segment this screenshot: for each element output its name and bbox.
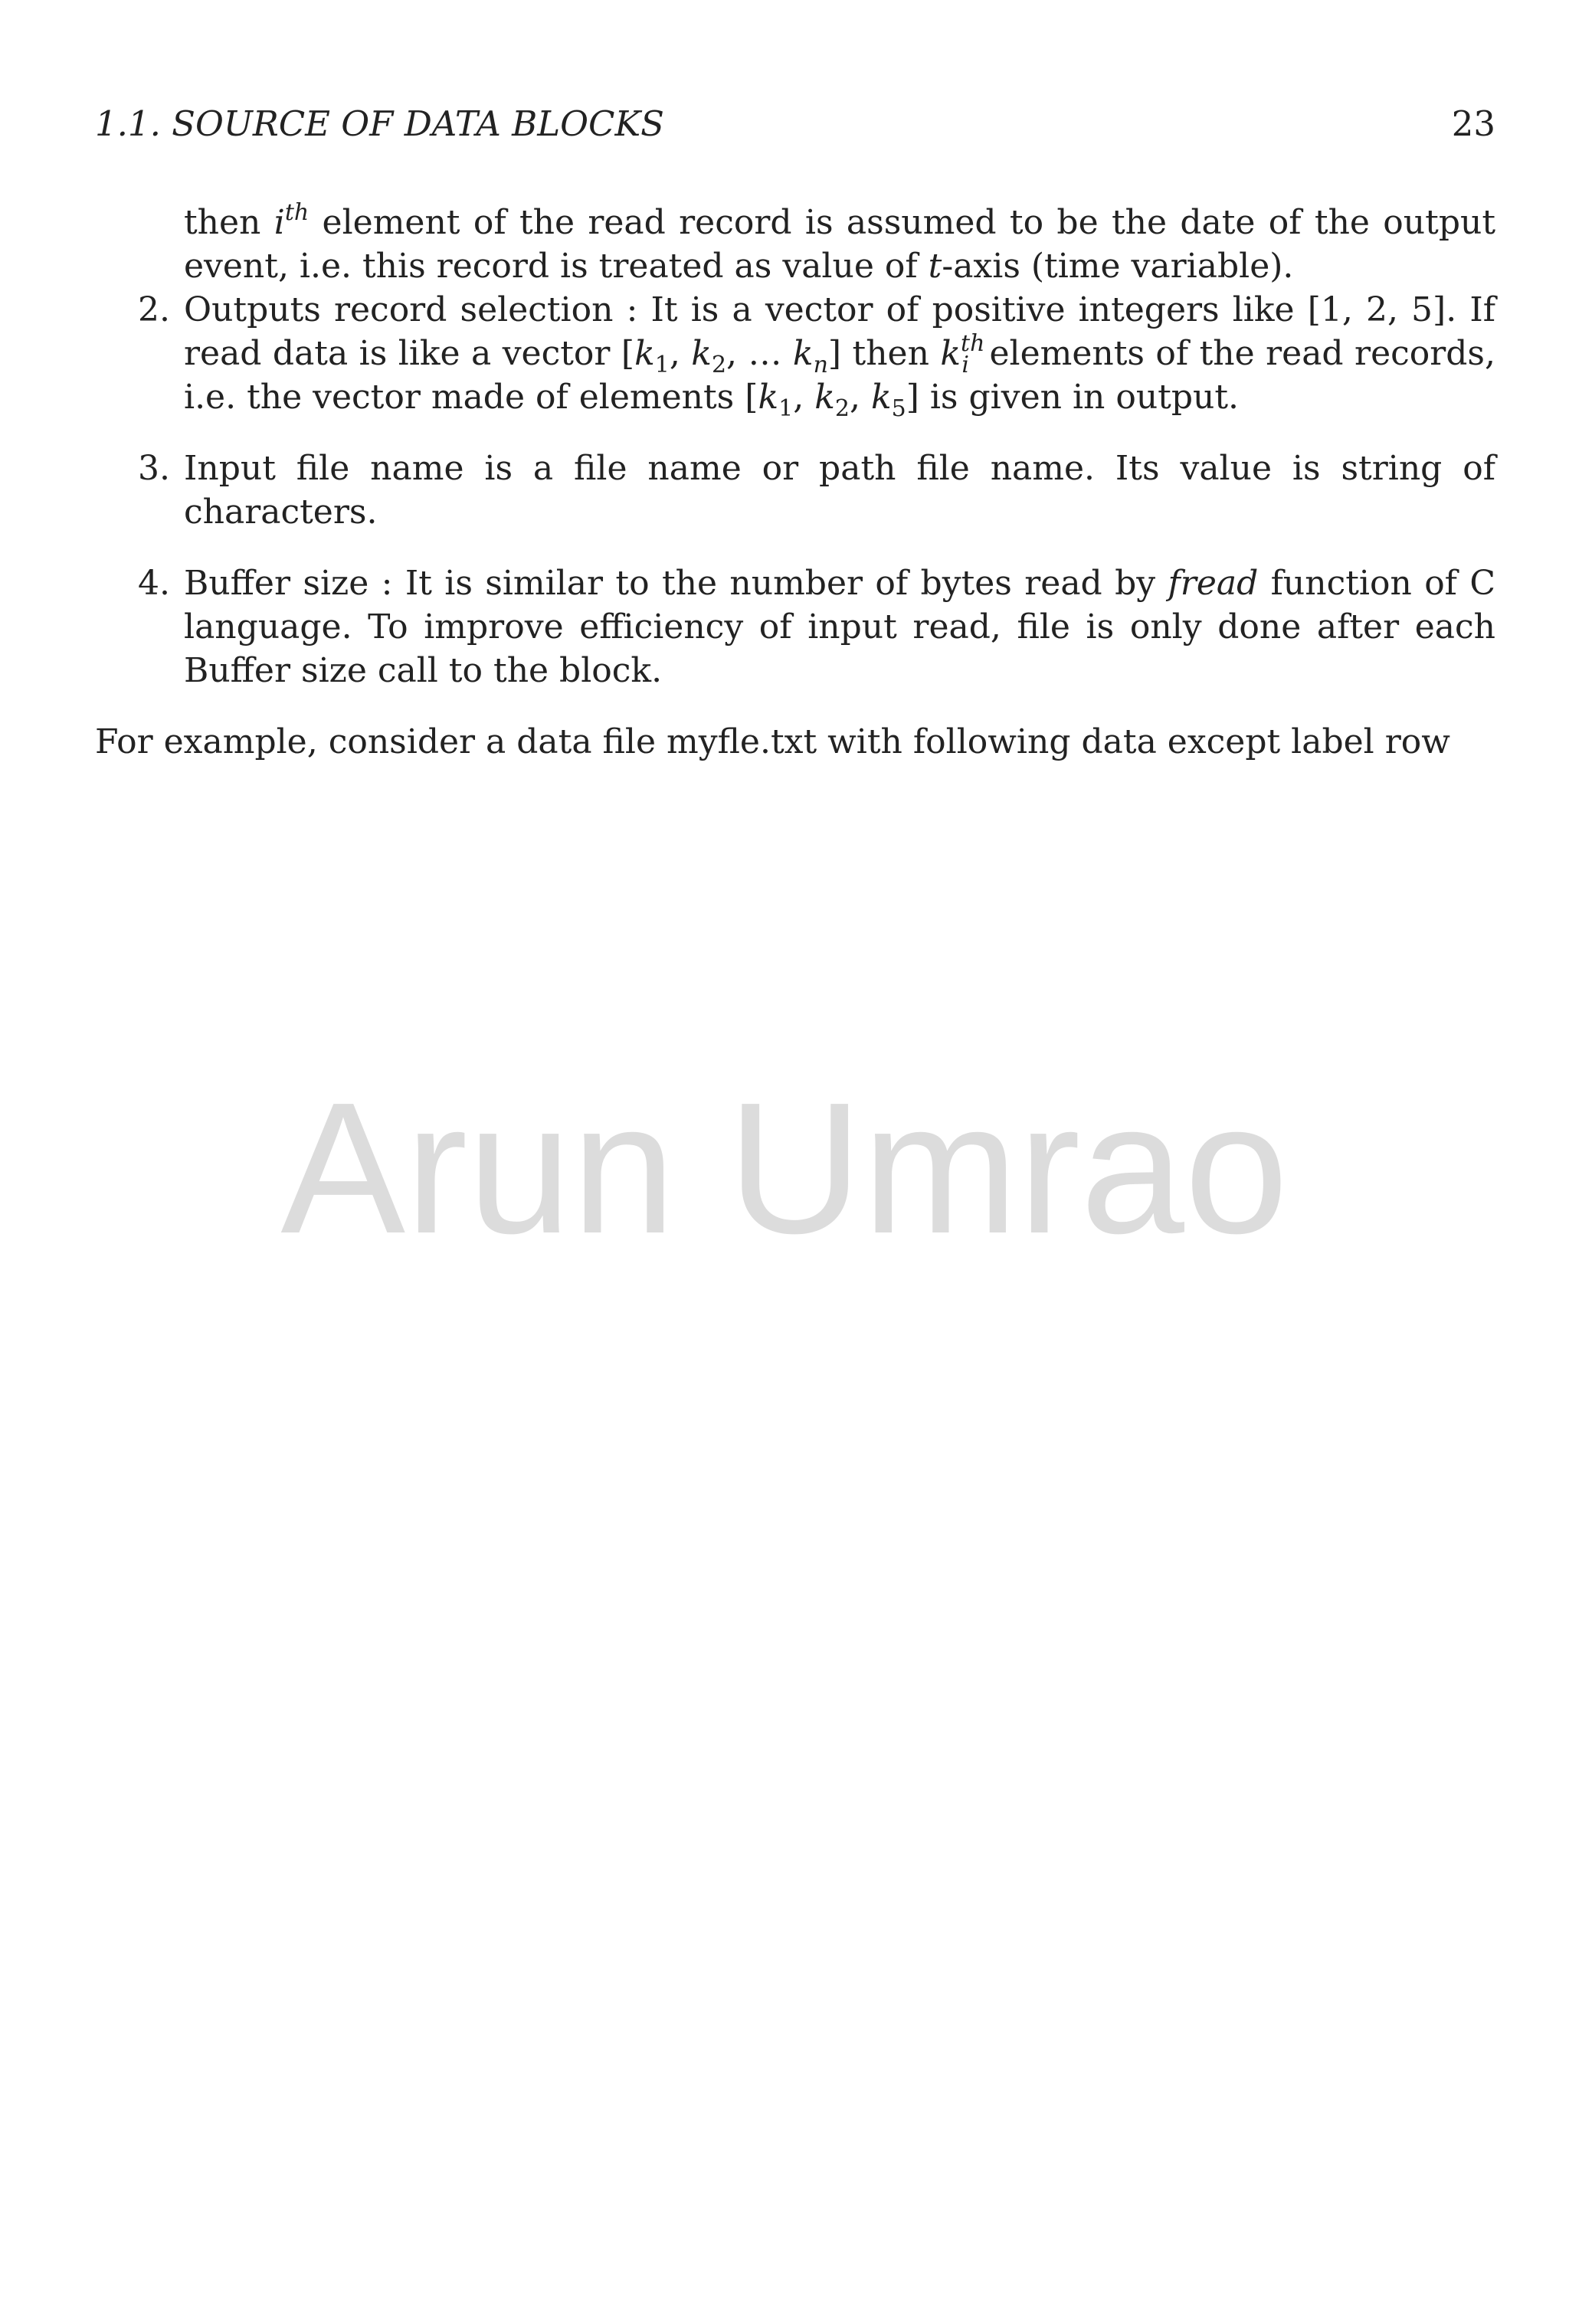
math-bracket: [ [745,378,758,417]
math-superscript-th: th [284,199,310,226]
math-k: k [792,334,814,373]
math-k: k [691,334,712,373]
math-bracket: ] [827,334,842,373]
body-text [95,201,1495,764]
emphasis-fread: fread [1168,564,1259,603]
math-i: i [274,203,285,242]
math-bracket: [ [621,334,635,373]
continuation-paragraph [95,201,1495,288]
page-header [95,101,1495,147]
text-span: then [184,203,274,242]
math-ellipsis: … [748,334,793,373]
list-item-text [184,561,1495,692]
math-subscript: 2 [711,352,727,378]
list-item-4 [95,561,1495,692]
watermark: Arun Umrao [280,1063,1289,1272]
text-span: then [841,334,941,373]
running-head: 1.1. SOURCE OF DATA BLOCKS [95,103,664,144]
text-span: is given in output. [919,378,1240,417]
math-k: k [758,378,779,417]
text-span: . If read data is like a vector [184,290,1495,373]
text-span: function of C language. To improve efficiency of input read, file is only done after each Buffer size call to the block. [184,564,1496,690]
math-comma: , [793,378,815,417]
math-comma: , [726,334,748,373]
list-number: 4. [138,564,170,603]
math-subscript: 5 [891,395,906,422]
math-subscript: n [813,352,828,378]
math-subscript: 1 [654,352,670,378]
math-superscript-th: th [961,330,985,357]
text-span: element of the read record is assumed to be the date of the output event, i.e. this record is treated as value of [184,203,1496,286]
math-k: k [940,334,961,373]
text-span: Buffer size : It is similar to the number of bytes read by [184,564,1168,603]
list-item-text [184,288,1496,422]
math-comma: , [669,334,692,373]
list-item-3 [95,447,1495,534]
math-bracket: ] [906,378,919,417]
page-number: 23 [1451,103,1495,144]
math-k: k [870,378,892,417]
math-k: k [814,378,835,417]
math-comma: , [849,378,871,417]
math-t: t [928,247,942,286]
list-number: 2. [138,290,170,329]
math-vector: [1, 2, 5] [1307,290,1446,329]
math-subscript: 2 [834,395,850,422]
math-subscript: i [961,352,970,378]
list-number: 3. [138,449,170,488]
math-subscript: 1 [778,395,794,422]
list-item-2 [95,288,1496,422]
math-k: k [634,334,655,373]
text-span: Outputs record selection : It is a vector of positive integers like [184,290,1308,329]
list-item-text: Input file name is a file name or path file name. Its value is string of characters. [184,449,1495,532]
text-span: -axis (time variable). [942,247,1294,286]
closing-paragraph: For example, consider a data file myfle.txt with following data except label row [95,722,1450,761]
text-span: elements of the read records, i.e. the vector made of elements [184,334,1496,417]
